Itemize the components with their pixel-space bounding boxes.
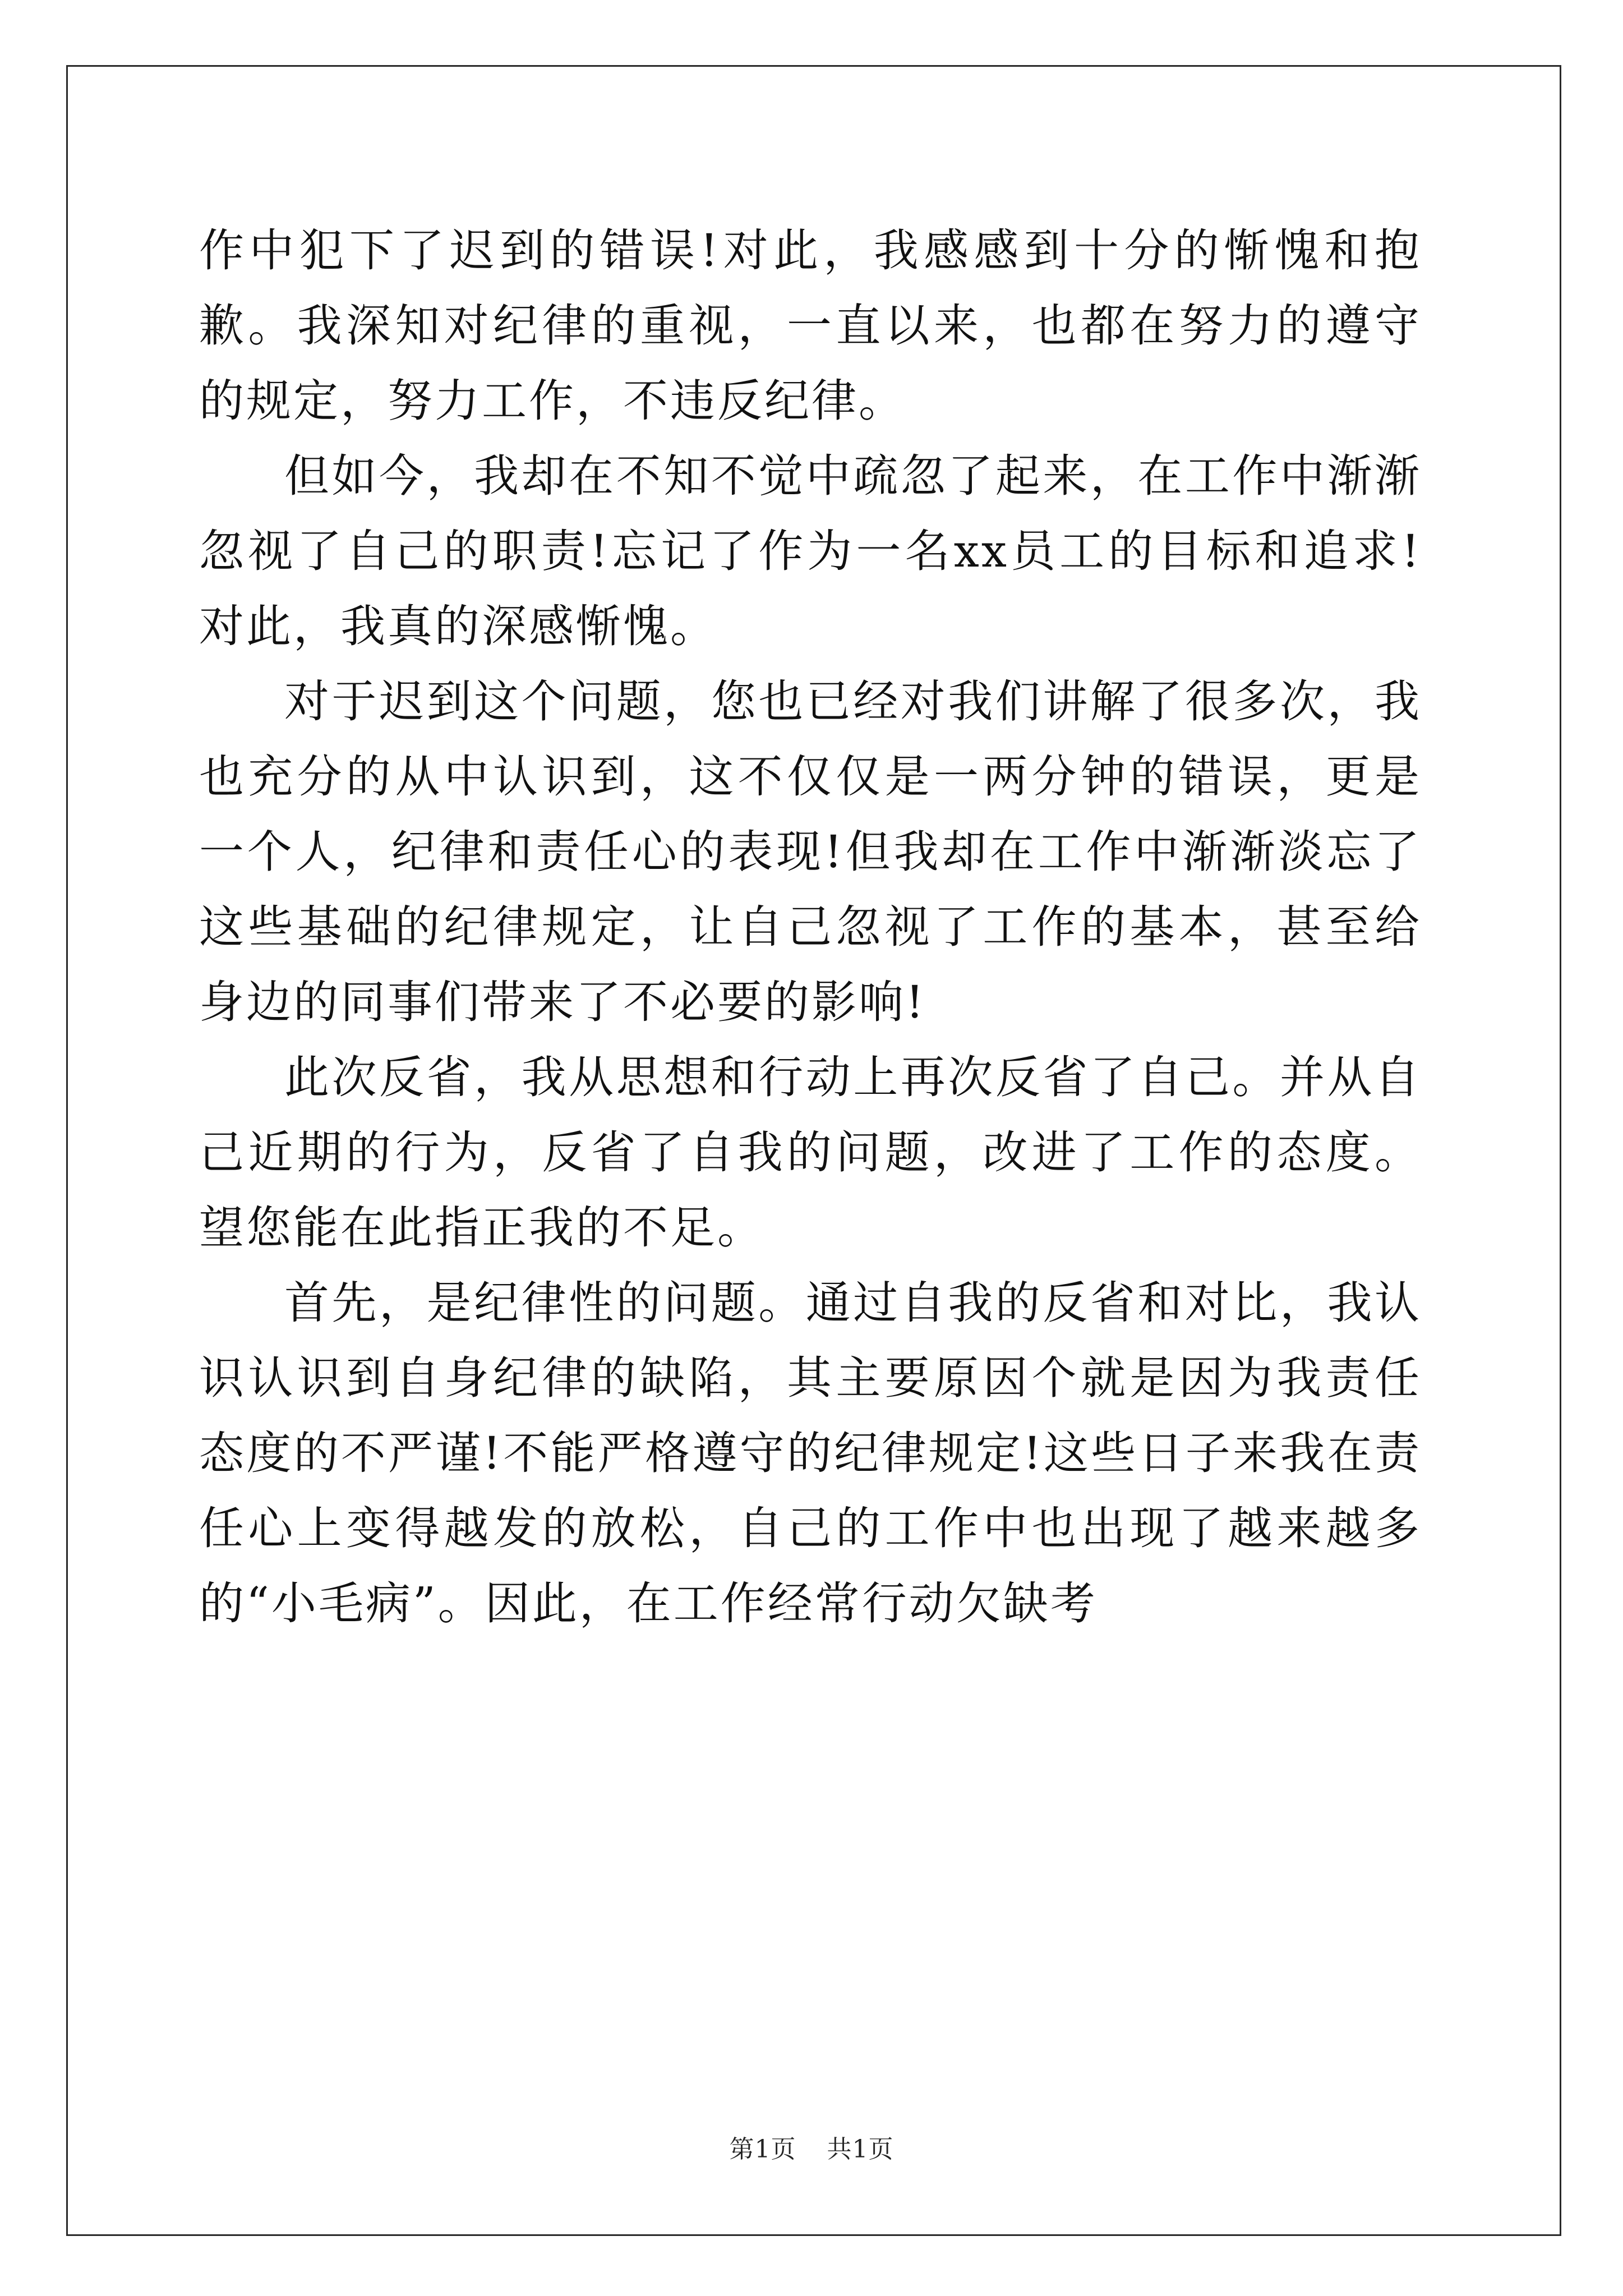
paragraph-3: 对于迟到这个问题，您也已经对我们讲解了很多次，我也充分的从中认识到，这不仅仅是一两分钟的错误，更是一个人，纪律和责任心的表现!但我却在工作中渐渐淡忘了这些基础的纪律规定，让自己忽视了工作的基本，甚至给身边的同事们带来了不必要的影响! [199, 675, 1422, 1028]
paragraph-1: 作中犯下了迟到的错误!对此，我感感到十分的惭愧和抱歉。我深知对纪律的重视，一直以来，也都在努力的遵守的规定，努力工作，不违反纪律。 [199, 224, 1422, 427]
page-footer [0, 2129, 1623, 2165]
paragraph-4: 此次反省，我从思想和行动上再次反省了自己。并从自己近期的行为，反省了自我的问题，改进了工作的态度。望您能在此指正我的不足。 [199, 1051, 1422, 1254]
document-body [199, 213, 1422, 1641]
page-number: 第1页 [729, 2135, 796, 2164]
page-total: 共1页 [827, 2135, 894, 2164]
paragraph-5: 首先，是纪律性的问题。通过自我的反省和对比，我认识认识到自身纪律的缺陷，其主要原因个就是因为我责任态度的不严谨!不能严格遵守的纪律规定!这些日子来我在责任心上变得越发的放松，自己的工作中也出现了越来越多的“小毛病”。因此，在工作经常行动欠缺考 [199, 1277, 1422, 1630]
paragraph-2: 但如今，我却在不知不觉中疏忽了起来，在工作中渐渐忽视了自己的职责!忘记了作为一名xx员工的目标和追求!对此，我真的深感惭愧。 [199, 450, 1422, 652]
